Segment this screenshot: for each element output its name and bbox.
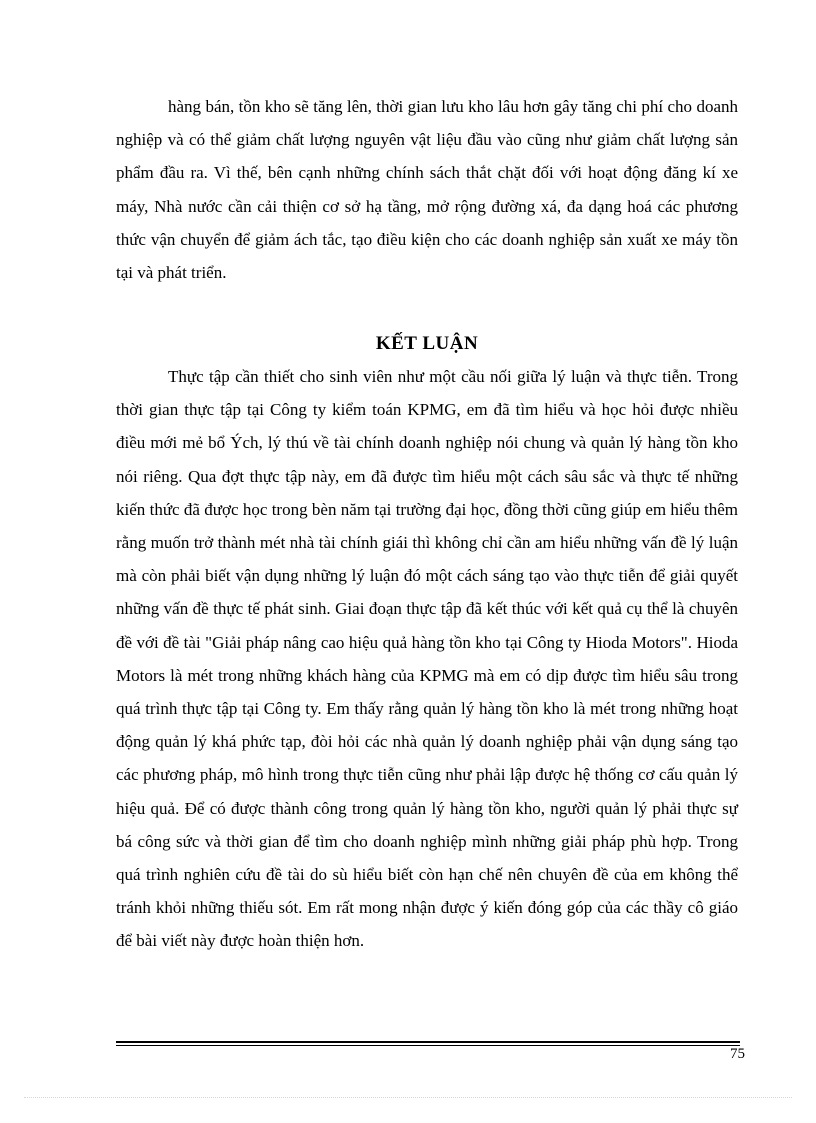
footer-rule-thin	[116, 1045, 740, 1046]
page-bottom-divider	[24, 1097, 792, 1098]
body-text-conclusion	[116, 360, 738, 958]
paragraph-conclusion: Thực tập cần thiết cho sinh viên như một cầu nối giữa lý luận và thực tiễn. Trong thời gian thực tập tại Công ty kiểm toán KPMG, em đã tìm hiểu và học hỏi được nhiều điều mới mẻ bổ Ých, lý thú về tài chính doanh nghiệp nói chung và quản lý hàng tồn kho nói riêng. Qua đợt thực tập này, em đã được tìm hiểu một cách sâu sắc và thực tế những kiến thức đã được học trong bèn năm tại trường đại học, đồng thời cũng giúp em hiểu thêm rằng muốn trở thành mét nhà tài chính giái thì không chỉ cần am hiểu những vấn đề lý luận mà còn phải biết vận dụng những lý luận đó một cách sáng tạo vào thực tiễn để giải quyết những vấn đề thực tế phát sinh. Giai đoạn thực tập đã kết thúc với kết quả cụ thể là chuyên đề với đề tài "Giải pháp nâng cao hiệu quả hàng tồn kho tại Công ty Hioda Motors". Hioda Motors là mét trong những khách hàng của KPMG mà em có dịp được tìm hiểu sâu trong quá trình thực tập tại Công ty. Em thấy rằng quản lý hàng tồn kho là mét trong những hoạt động quản lý khá phức tạp, đòi hỏi các nhà quản lý doanh nghiệp phải vận dụng sáng tạo các phương pháp, mô hình trong thực tiễn cũng như phải lập được hệ thống cơ cấu quản lý hiệu quả. Để có được thành công trong quản lý hàng tồn kho, người quản lý phải thực sự bá công sức và thời gian để tìm cho doanh nghiệp mình những giải pháp phù hợp. Trong quá trình nghiên cứu đề tài do sù hiểu biết còn hạn chế nên chuyên đề của em không thể tránh khỏi những thiếu sót. Em rất mong nhận được ý kiến đóng góp của các thầy cô giáo để bài viết này được hoàn thiện hơn.	[116, 367, 738, 951]
page-number: 75	[730, 1046, 745, 1062]
body-text-top	[116, 90, 738, 289]
paragraph-continuation: hàng bán, tồn kho sẽ tăng lên, thời gian lưu kho lâu hơn gây tăng chi phí cho doanh nghiệp và có thể giảm chất lượng nguyên vật liệu đầu vào cũng như giảm chất lượng sản phẩm đầu ra. Vì thế, bên cạnh những chính sách thắt chặt đối với hoạt động đăng kí xe máy, Nhà nước cần cải thiện cơ sở hạ tầng, mở rộng đường xá, đa dạng hoá các phương thức vận chuyển để giảm ách tắc, tạo điều kiện cho các doanh nghiệp sản xuất xe máy tồn tại và phát triển.	[116, 97, 738, 283]
section-heading: KẾT LUẬN	[375, 333, 479, 354]
footer-rule-thick	[116, 1041, 740, 1043]
